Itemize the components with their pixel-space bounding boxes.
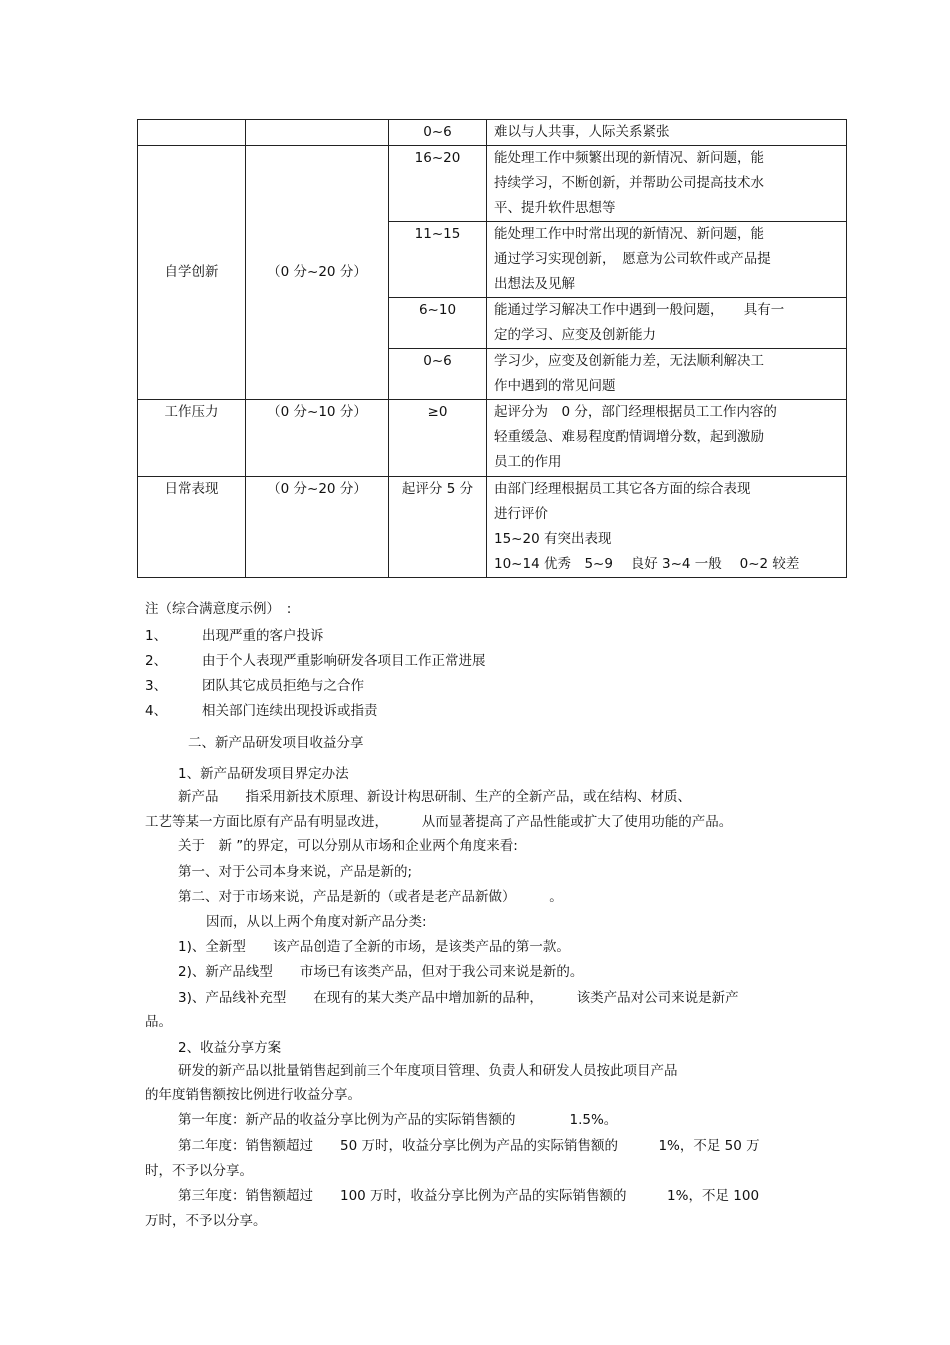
category-cell: 日常表现 — [138, 477, 246, 578]
range-cell: （0 分~20 分） — [246, 477, 389, 578]
table-cell — [138, 120, 246, 146]
score-cell: 11~15 — [389, 222, 487, 298]
notes-title: 注（综合满意度示例） : — [145, 601, 292, 617]
score-cell: 起评分 5 分 — [389, 477, 487, 578]
desc-line: 员工的作用 — [494, 454, 562, 470]
note-text: 出现严重的客户投诉 — [202, 628, 324, 644]
category-cell: 工作压力 — [138, 400, 246, 477]
desc-cell — [487, 298, 847, 349]
desc-line: 能通过学习解决工作中遇到一般问题， 具有一 — [494, 302, 785, 318]
desc-line: 10~14 优秀 5~9 良好 3~4 一般 0~2 较差 — [494, 556, 800, 572]
desc-line: 由部门经理根据员工其它各方面的综合表现 — [494, 481, 751, 497]
desc-cell — [487, 400, 847, 477]
subsection-heading: 2、收益分享方案 — [178, 1040, 282, 1056]
note-number: 4、 — [145, 703, 168, 719]
range-cell: （0 分~20 分） — [246, 146, 389, 400]
paragraph-line: 工艺等某一方面比原有产品有明显改进， 从而显著提高了产品性能或扩大了使用功能的产品。 — [145, 814, 733, 830]
desc-line: 学习少，应变及创新能力差，无法顺利解决工 — [494, 353, 764, 369]
desc-line: 定的学习、应变及创新能力 — [494, 327, 656, 343]
paragraph-line: 万时，不予以分享。 — [145, 1213, 267, 1229]
paragraph-line: 关于 新 ”的界定，可以分别从市场和企业两个角度来看: — [178, 838, 518, 854]
desc-line: 能处理工作中频繁出现的新情况、新问题，能 — [494, 150, 764, 166]
table-row — [138, 400, 847, 477]
category-cell: 自学创新 — [138, 146, 246, 400]
table-row — [138, 146, 847, 222]
score-cell: ≥0 — [389, 400, 487, 477]
paragraph-line: 第一年度：新产品的收益分享比例为产品的实际销售额的 1.5%。 — [178, 1112, 618, 1128]
desc-cell — [487, 349, 847, 400]
desc-line: 作中遇到的常见问题 — [494, 378, 616, 394]
note-text: 团队其它成员拒绝与之合作 — [202, 678, 364, 694]
paragraph-line: 第三年度：销售额超过 100 万时，收益分享比例为产品的实际销售额的 1%，不足 100 — [178, 1188, 760, 1204]
table-row — [138, 477, 847, 578]
paragraph-line: 1)、全新型 该产品创造了全新的市场，是该类产品的第一款。 — [178, 939, 570, 955]
paragraph-line: 3)、产品线补充型 在现有的某大类产品中增加新的品种， 该类产品对公司来说是新产 — [178, 990, 739, 1006]
paragraph-line: 第一、对于公司本身来说，产品是新的; — [178, 864, 413, 880]
paragraph-line: 第二、对于市场来说，产品是新的（或者是老产品新做） 。 — [178, 889, 563, 905]
desc-line: 轻重缓急、难易程度酌情调增分数，起到激励 — [494, 429, 764, 445]
desc-cell — [487, 477, 847, 578]
note-number: 3、 — [145, 678, 168, 694]
desc-cell — [487, 222, 847, 298]
evaluation-table — [137, 119, 847, 578]
paragraph-line: 研发的新产品以批量销售起到前三个年度项目管理、负责人和研发人员按此项目产品 — [178, 1063, 678, 1079]
score-cell: 16~20 — [389, 146, 487, 222]
note-number: 2、 — [145, 653, 168, 669]
note-number: 1、 — [145, 628, 168, 644]
score-cell: 6~10 — [389, 298, 487, 349]
paragraph-line: 因而，从以上两个角度对新产品分类: — [206, 914, 427, 930]
paragraph-line: 第二年度：销售额超过 50 万时，收益分享比例为产品的实际销售额的 1%，不足 50 万 — [178, 1138, 760, 1154]
desc-line: 15~20 有突出表现 — [494, 531, 612, 547]
paragraph-line: 2)、新产品线型 市场已有该类产品，但对于我公司来说是新的。 — [178, 964, 584, 980]
desc-cell — [487, 146, 847, 222]
desc-line: 持续学习，不断创新，并帮助公司提高技术水 — [494, 175, 764, 191]
paragraph-line: 时，不予以分享。 — [145, 1163, 253, 1179]
range-cell: （0 分~10 分） — [246, 400, 389, 477]
table-cell — [246, 120, 389, 146]
desc-line: 出想法及见解 — [494, 276, 575, 292]
subsection-heading: 1、新产品研发项目界定办法 — [178, 766, 349, 782]
desc-line: 平、提升软件思想等 — [494, 200, 616, 216]
note-text: 由于个人表现严重影响研发各项目工作正常进展 — [202, 653, 486, 669]
desc-line: 起评分为 0 分，部门经理根据员工工作内容的 — [494, 404, 777, 420]
note-text: 相关部门连续出现投诉或指责 — [202, 703, 378, 719]
paragraph-line: 品。 — [145, 1014, 172, 1030]
table-row — [138, 120, 847, 146]
section-heading: 二、新产品研发项目收益分享 — [188, 735, 364, 751]
desc-cell: 难以与人共事，人际关系紧张 — [487, 120, 847, 146]
paragraph-line: 新产品 指采用新技术原理、新设计构思研制、生产的全新产品，或在结构、材质、 — [178, 789, 691, 805]
paragraph-line: 的年度销售额按比例进行收益分享。 — [145, 1087, 361, 1103]
desc-line: 能处理工作中时常出现的新情况、新问题，能 — [494, 226, 764, 242]
score-cell: 0~6 — [389, 120, 487, 146]
desc-line: 进行评价 — [494, 506, 548, 522]
desc-line: 通过学习实现创新， 愿意为公司软件或产品提 — [494, 251, 771, 267]
score-cell: 0~6 — [389, 349, 487, 400]
